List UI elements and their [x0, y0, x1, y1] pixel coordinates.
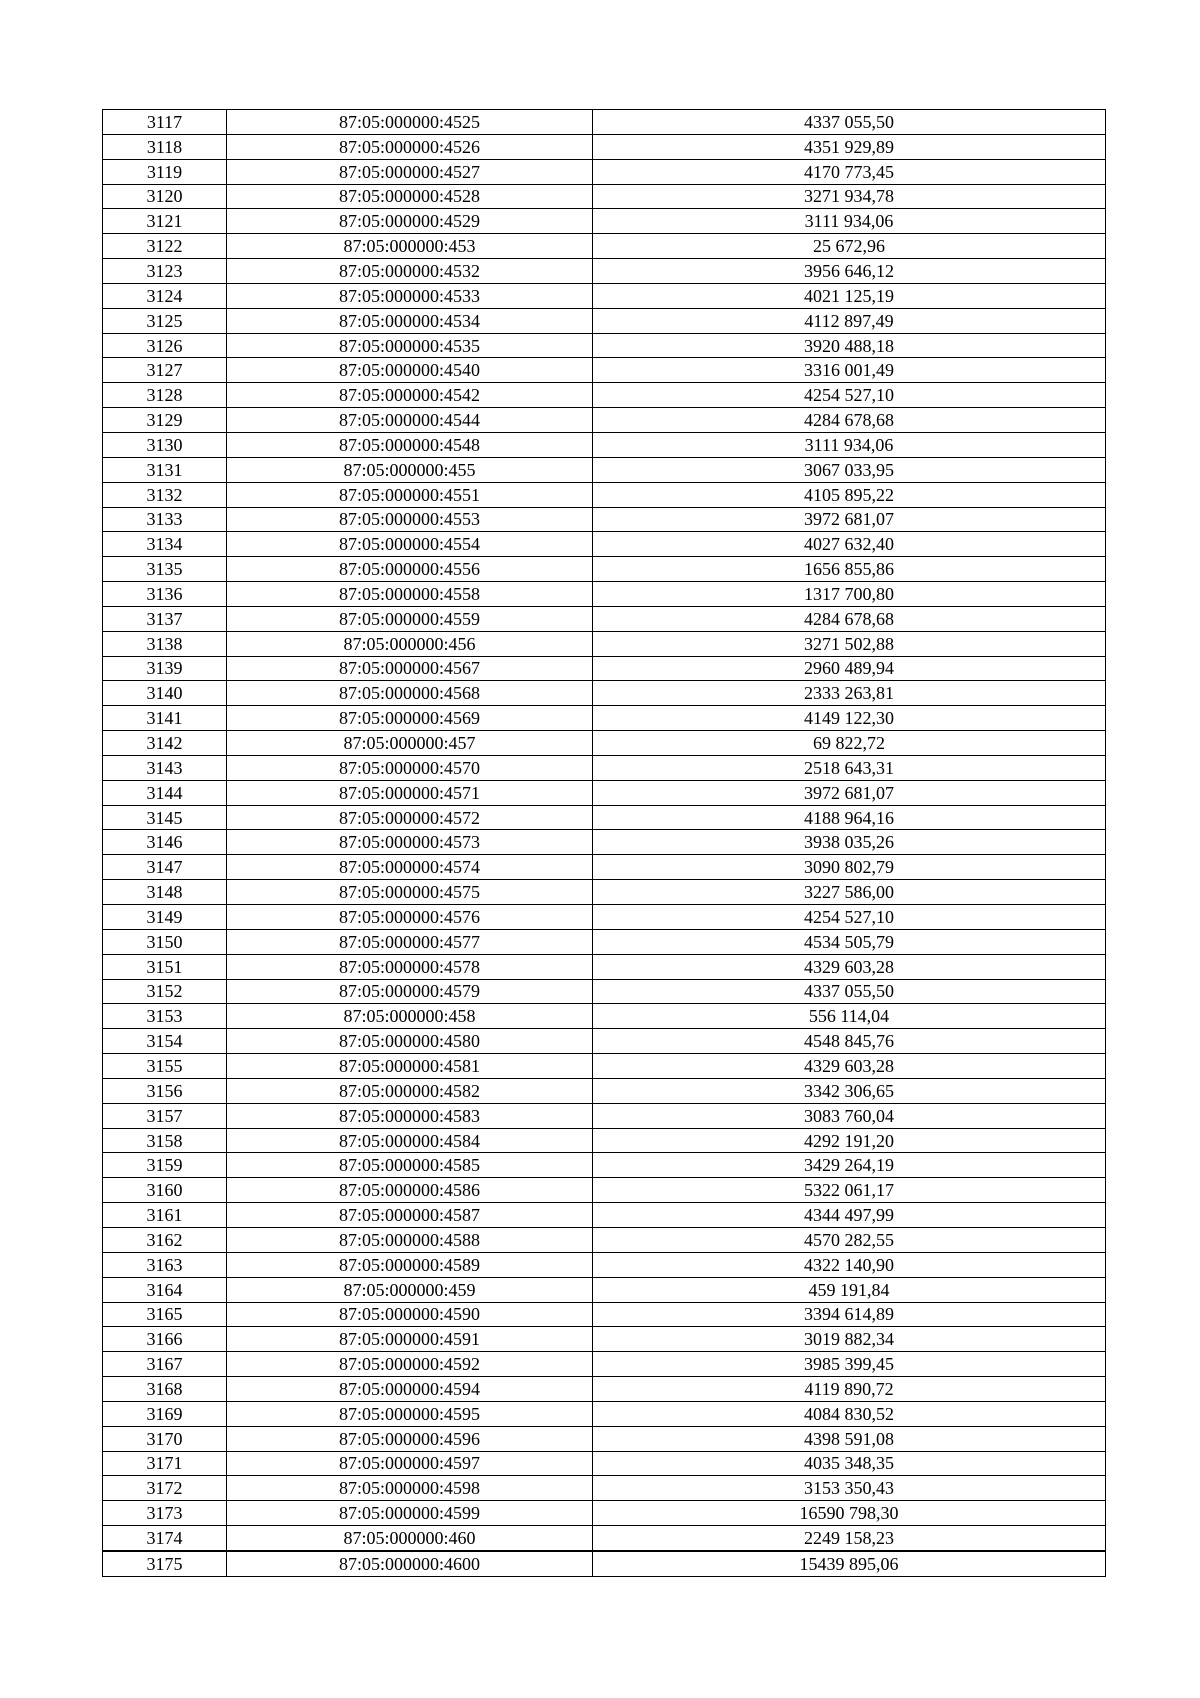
cadastral-number-cell: 87:05:000000:4588 — [227, 1227, 593, 1252]
row-number-cell: 3121 — [103, 209, 227, 234]
cadastral-number-cell: 87:05:000000:453 — [227, 234, 593, 259]
cadastral-number-cell: 87:05:000000:4559 — [227, 606, 593, 631]
cadastral-value-cell: 4112 897,49 — [593, 308, 1106, 333]
table-row — [103, 656, 1106, 681]
row-number-cell: 3129 — [103, 408, 227, 433]
cadastral-value-cell: 3067 033,95 — [593, 457, 1106, 482]
table-row — [103, 358, 1106, 383]
cadastral-number-cell: 87:05:000000:4573 — [227, 830, 593, 855]
cadastral-value-cell: 3316 001,49 — [593, 358, 1106, 383]
cadastral-value-cell: 459 191,84 — [593, 1277, 1106, 1302]
cadastral-value-cell: 3019 882,34 — [593, 1327, 1106, 1352]
row-number-cell: 3168 — [103, 1377, 227, 1402]
cadastral-value-cell: 4292 191,20 — [593, 1128, 1106, 1153]
cadastral-number-cell: 87:05:000000:4532 — [227, 259, 593, 284]
row-number-cell: 3134 — [103, 532, 227, 557]
cadastral-value-cell: 3972 681,07 — [593, 780, 1106, 805]
cadastral-value-cell: 69 822,72 — [593, 731, 1106, 756]
table-row — [103, 1327, 1106, 1352]
row-number-cell: 3148 — [103, 880, 227, 905]
table-row — [103, 731, 1106, 756]
table-row — [103, 1551, 1106, 1576]
row-number-cell: 3139 — [103, 656, 227, 681]
row-number-cell: 3158 — [103, 1128, 227, 1153]
cadastral-number-cell: 87:05:000000:4589 — [227, 1252, 593, 1277]
row-number-cell: 3143 — [103, 755, 227, 780]
cadastral-number-cell: 87:05:000000:4533 — [227, 283, 593, 308]
row-number-cell: 3142 — [103, 731, 227, 756]
cadastral-number-cell: 87:05:000000:457 — [227, 731, 593, 756]
row-number-cell: 3169 — [103, 1401, 227, 1426]
table-row — [103, 1178, 1106, 1203]
row-number-cell: 3174 — [103, 1526, 227, 1551]
row-number-cell: 3137 — [103, 606, 227, 631]
cadastral-number-cell: 87:05:000000:4558 — [227, 582, 593, 607]
cadastral-value-cell: 4149 122,30 — [593, 706, 1106, 731]
row-number-cell: 3126 — [103, 333, 227, 358]
table-row — [103, 631, 1106, 656]
cadastral-number-cell: 87:05:000000:4528 — [227, 184, 593, 209]
cadastral-value-cell: 15439 895,06 — [593, 1551, 1106, 1576]
row-number-cell: 3159 — [103, 1153, 227, 1178]
cadastral-number-cell: 87:05:000000:4554 — [227, 532, 593, 557]
table-row — [103, 308, 1106, 333]
cadastral-number-cell: 87:05:000000:4527 — [227, 159, 593, 184]
table-row — [103, 110, 1106, 135]
row-number-cell: 3155 — [103, 1054, 227, 1079]
cadastral-number-cell: 87:05:000000:4595 — [227, 1401, 593, 1426]
row-number-cell: 3145 — [103, 805, 227, 830]
cadastral-number-cell: 87:05:000000:4529 — [227, 209, 593, 234]
cadastral-number-cell: 87:05:000000:4585 — [227, 1153, 593, 1178]
table-row — [103, 184, 1106, 209]
table-row — [103, 582, 1106, 607]
table-row — [103, 1128, 1106, 1153]
table-row — [103, 134, 1106, 159]
table-row — [103, 1103, 1106, 1128]
row-number-cell: 3156 — [103, 1078, 227, 1103]
cadastral-value-cell: 4027 632,40 — [593, 532, 1106, 557]
cadastral-value-cell: 4351 929,89 — [593, 134, 1106, 159]
table-row — [103, 333, 1106, 358]
row-number-cell: 3133 — [103, 507, 227, 532]
table-row — [103, 1277, 1106, 1302]
cadastral-value-cell: 4337 055,50 — [593, 979, 1106, 1004]
cadastral-value-cell: 4329 603,28 — [593, 954, 1106, 979]
cadastral-number-cell: 87:05:000000:4553 — [227, 507, 593, 532]
cadastral-value-cell: 2333 263,81 — [593, 681, 1106, 706]
table-body — [103, 110, 1106, 1577]
table-row — [103, 1004, 1106, 1029]
table-row — [103, 557, 1106, 582]
table-row — [103, 855, 1106, 880]
row-number-cell: 3124 — [103, 283, 227, 308]
table-row — [103, 954, 1106, 979]
row-number-cell: 3173 — [103, 1501, 227, 1526]
table-row — [103, 1029, 1106, 1054]
row-number-cell: 3128 — [103, 383, 227, 408]
cadastral-value-cell: 4570 282,55 — [593, 1227, 1106, 1252]
cadastral-value-cell: 4284 678,68 — [593, 408, 1106, 433]
table-row — [103, 1153, 1106, 1178]
cadastral-number-cell: 87:05:000000:455 — [227, 457, 593, 482]
table-row — [103, 1476, 1106, 1501]
cadastral-number-cell: 87:05:000000:4576 — [227, 905, 593, 930]
table-row — [103, 1302, 1106, 1327]
cadastral-value-cell: 3920 488,18 — [593, 333, 1106, 358]
row-number-cell: 3117 — [103, 110, 227, 135]
table-row — [103, 681, 1106, 706]
cadastral-value-cell: 4398 591,08 — [593, 1426, 1106, 1451]
cadastral-value-cell: 1317 700,80 — [593, 582, 1106, 607]
cadastral-value-cell: 4337 055,50 — [593, 110, 1106, 135]
cadastral-value-cell: 3394 614,89 — [593, 1302, 1106, 1327]
table-row — [103, 532, 1106, 557]
row-number-cell: 3131 — [103, 457, 227, 482]
cadastral-number-cell: 87:05:000000:4580 — [227, 1029, 593, 1054]
cadastral-number-cell: 87:05:000000:4569 — [227, 706, 593, 731]
table-row — [103, 1054, 1106, 1079]
cadastral-value-cell: 3111 934,06 — [593, 209, 1106, 234]
table-row — [103, 1426, 1106, 1451]
table-row — [103, 830, 1106, 855]
cadastral-value-cell: 4534 505,79 — [593, 929, 1106, 954]
cadastral-number-cell: 87:05:000000:4586 — [227, 1178, 593, 1203]
table-row — [103, 606, 1106, 631]
table-row — [103, 259, 1106, 284]
cadastral-number-cell: 87:05:000000:4597 — [227, 1451, 593, 1476]
cadastral-number-cell: 87:05:000000:460 — [227, 1526, 593, 1551]
cadastral-value-cell: 3111 934,06 — [593, 432, 1106, 457]
cadastral-value-cell: 3153 350,43 — [593, 1476, 1106, 1501]
cadastral-value-cell: 4344 497,99 — [593, 1203, 1106, 1228]
cadastral-value-cell: 4254 527,10 — [593, 383, 1106, 408]
row-number-cell: 3119 — [103, 159, 227, 184]
table-row — [103, 1451, 1106, 1476]
cadastral-value-cell: 5322 061,17 — [593, 1178, 1106, 1203]
cadastral-number-cell: 87:05:000000:4542 — [227, 383, 593, 408]
cadastral-number-cell: 87:05:000000:459 — [227, 1277, 593, 1302]
table-row — [103, 929, 1106, 954]
table-row — [103, 1401, 1106, 1426]
cadastral-value-cell: 3083 760,04 — [593, 1103, 1106, 1128]
cadastral-number-cell: 87:05:000000:4526 — [227, 134, 593, 159]
cadastral-number-cell: 87:05:000000:4581 — [227, 1054, 593, 1079]
cadastral-number-cell: 87:05:000000:4540 — [227, 358, 593, 383]
table-row — [103, 706, 1106, 731]
table-row — [103, 780, 1106, 805]
table-row — [103, 1227, 1106, 1252]
cadastral-value-table — [102, 109, 1106, 1577]
cadastral-number-cell: 87:05:000000:4548 — [227, 432, 593, 457]
cadastral-value-cell: 4254 527,10 — [593, 905, 1106, 930]
row-number-cell: 3167 — [103, 1352, 227, 1377]
row-number-cell: 3165 — [103, 1302, 227, 1327]
row-number-cell: 3160 — [103, 1178, 227, 1203]
row-number-cell: 3125 — [103, 308, 227, 333]
cadastral-number-cell: 87:05:000000:4574 — [227, 855, 593, 880]
cadastral-number-cell: 87:05:000000:4592 — [227, 1352, 593, 1377]
cadastral-value-cell: 3090 802,79 — [593, 855, 1106, 880]
row-number-cell: 3152 — [103, 979, 227, 1004]
cadastral-value-cell: 1656 855,86 — [593, 557, 1106, 582]
row-number-cell: 3122 — [103, 234, 227, 259]
cadastral-number-cell: 87:05:000000:4568 — [227, 681, 593, 706]
cadastral-value-cell: 4084 830,52 — [593, 1401, 1106, 1426]
cadastral-value-cell: 4105 895,22 — [593, 482, 1106, 507]
table-row — [103, 507, 1106, 532]
cadastral-number-cell: 87:05:000000:4572 — [227, 805, 593, 830]
cadastral-value-cell: 3271 502,88 — [593, 631, 1106, 656]
cadastral-value-cell: 3938 035,26 — [593, 830, 1106, 855]
row-number-cell: 3146 — [103, 830, 227, 855]
cadastral-number-cell: 87:05:000000:4590 — [227, 1302, 593, 1327]
row-number-cell: 3151 — [103, 954, 227, 979]
table-row — [103, 457, 1106, 482]
cadastral-number-cell: 87:05:000000:4600 — [227, 1551, 593, 1576]
cadastral-value-cell: 4329 603,28 — [593, 1054, 1106, 1079]
row-number-cell: 3157 — [103, 1103, 227, 1128]
cadastral-number-cell: 87:05:000000:4535 — [227, 333, 593, 358]
row-number-cell: 3171 — [103, 1451, 227, 1476]
table-row — [103, 1526, 1106, 1551]
cadastral-value-cell: 2960 489,94 — [593, 656, 1106, 681]
cadastral-value-cell: 16590 798,30 — [593, 1501, 1106, 1526]
row-number-cell: 3130 — [103, 432, 227, 457]
table-row — [103, 755, 1106, 780]
table-row — [103, 805, 1106, 830]
table-row — [103, 1252, 1106, 1277]
row-number-cell: 3141 — [103, 706, 227, 731]
row-number-cell: 3162 — [103, 1227, 227, 1252]
cadastral-value-cell: 2518 643,31 — [593, 755, 1106, 780]
row-number-cell: 3166 — [103, 1327, 227, 1352]
table-row — [103, 1078, 1106, 1103]
cadastral-number-cell: 87:05:000000:4534 — [227, 308, 593, 333]
table-row — [103, 283, 1106, 308]
row-number-cell: 3149 — [103, 905, 227, 930]
cadastral-number-cell: 87:05:000000:4599 — [227, 1501, 593, 1526]
cadastral-number-cell: 87:05:000000:4571 — [227, 780, 593, 805]
table-row — [103, 432, 1106, 457]
row-number-cell: 3132 — [103, 482, 227, 507]
row-number-cell: 3136 — [103, 582, 227, 607]
row-number-cell: 3120 — [103, 184, 227, 209]
row-number-cell: 3127 — [103, 358, 227, 383]
table-row — [103, 905, 1106, 930]
cadastral-value-cell: 3429 264,19 — [593, 1153, 1106, 1178]
cadastral-number-cell: 87:05:000000:4578 — [227, 954, 593, 979]
cadastral-value-cell: 4170 773,45 — [593, 159, 1106, 184]
table-row — [103, 159, 1106, 184]
cadastral-value-cell: 4188 964,16 — [593, 805, 1106, 830]
cadastral-value-cell: 556 114,04 — [593, 1004, 1106, 1029]
table-row — [103, 1377, 1106, 1402]
cadastral-number-cell: 87:05:000000:4544 — [227, 408, 593, 433]
cadastral-number-cell: 87:05:000000:4591 — [227, 1327, 593, 1352]
cadastral-value-cell: 4021 125,19 — [593, 283, 1106, 308]
cadastral-value-cell: 3956 646,12 — [593, 259, 1106, 284]
cadastral-number-cell: 87:05:000000:458 — [227, 1004, 593, 1029]
row-number-cell: 3123 — [103, 259, 227, 284]
cadastral-number-cell: 87:05:000000:4551 — [227, 482, 593, 507]
row-number-cell: 3175 — [103, 1551, 227, 1576]
row-number-cell: 3153 — [103, 1004, 227, 1029]
cadastral-value-cell: 4284 678,68 — [593, 606, 1106, 631]
table-row — [103, 383, 1106, 408]
cadastral-value-cell: 3227 586,00 — [593, 880, 1106, 905]
cadastral-value-cell: 4548 845,76 — [593, 1029, 1106, 1054]
row-number-cell: 3161 — [103, 1203, 227, 1228]
row-number-cell: 3164 — [103, 1277, 227, 1302]
cadastral-number-cell: 87:05:000000:4575 — [227, 880, 593, 905]
cadastral-number-cell: 87:05:000000:4583 — [227, 1103, 593, 1128]
cadastral-number-cell: 87:05:000000:4582 — [227, 1078, 593, 1103]
table-row — [103, 880, 1106, 905]
cadastral-number-cell: 87:05:000000:4567 — [227, 656, 593, 681]
row-number-cell: 3138 — [103, 631, 227, 656]
table-row — [103, 234, 1106, 259]
cadastral-number-cell: 87:05:000000:4525 — [227, 110, 593, 135]
cadastral-number-cell: 87:05:000000:4556 — [227, 557, 593, 582]
cadastral-number-cell: 87:05:000000:456 — [227, 631, 593, 656]
table-row — [103, 482, 1106, 507]
table-row — [103, 1352, 1106, 1377]
cadastral-number-cell: 87:05:000000:4596 — [227, 1426, 593, 1451]
row-number-cell: 3147 — [103, 855, 227, 880]
cadastral-value-cell: 2249 158,23 — [593, 1526, 1106, 1551]
cadastral-value-cell: 4322 140,90 — [593, 1252, 1106, 1277]
row-number-cell: 3135 — [103, 557, 227, 582]
table-row — [103, 1501, 1106, 1526]
cadastral-value-cell: 3985 399,45 — [593, 1352, 1106, 1377]
cadastral-value-cell: 3271 934,78 — [593, 184, 1106, 209]
table-row — [103, 209, 1106, 234]
table-row — [103, 408, 1106, 433]
cadastral-number-cell: 87:05:000000:4594 — [227, 1377, 593, 1402]
row-number-cell: 3150 — [103, 929, 227, 954]
row-number-cell: 3170 — [103, 1426, 227, 1451]
table-row — [103, 979, 1106, 1004]
row-number-cell: 3172 — [103, 1476, 227, 1501]
cadastral-value-cell: 4119 890,72 — [593, 1377, 1106, 1402]
row-number-cell: 3154 — [103, 1029, 227, 1054]
cadastral-number-cell: 87:05:000000:4579 — [227, 979, 593, 1004]
row-number-cell: 3144 — [103, 780, 227, 805]
row-number-cell: 3163 — [103, 1252, 227, 1277]
cadastral-number-cell: 87:05:000000:4577 — [227, 929, 593, 954]
cadastral-value-cell: 4035 348,35 — [593, 1451, 1106, 1476]
cadastral-number-cell: 87:05:000000:4587 — [227, 1203, 593, 1228]
cadastral-value-cell: 3972 681,07 — [593, 507, 1106, 532]
cadastral-number-cell: 87:05:000000:4584 — [227, 1128, 593, 1153]
cadastral-number-cell: 87:05:000000:4598 — [227, 1476, 593, 1501]
row-number-cell: 3118 — [103, 134, 227, 159]
cadastral-value-cell: 3342 306,65 — [593, 1078, 1106, 1103]
row-number-cell: 3140 — [103, 681, 227, 706]
table-row — [103, 1203, 1106, 1228]
cadastral-value-cell: 25 672,96 — [593, 234, 1106, 259]
cadastral-number-cell: 87:05:000000:4570 — [227, 755, 593, 780]
